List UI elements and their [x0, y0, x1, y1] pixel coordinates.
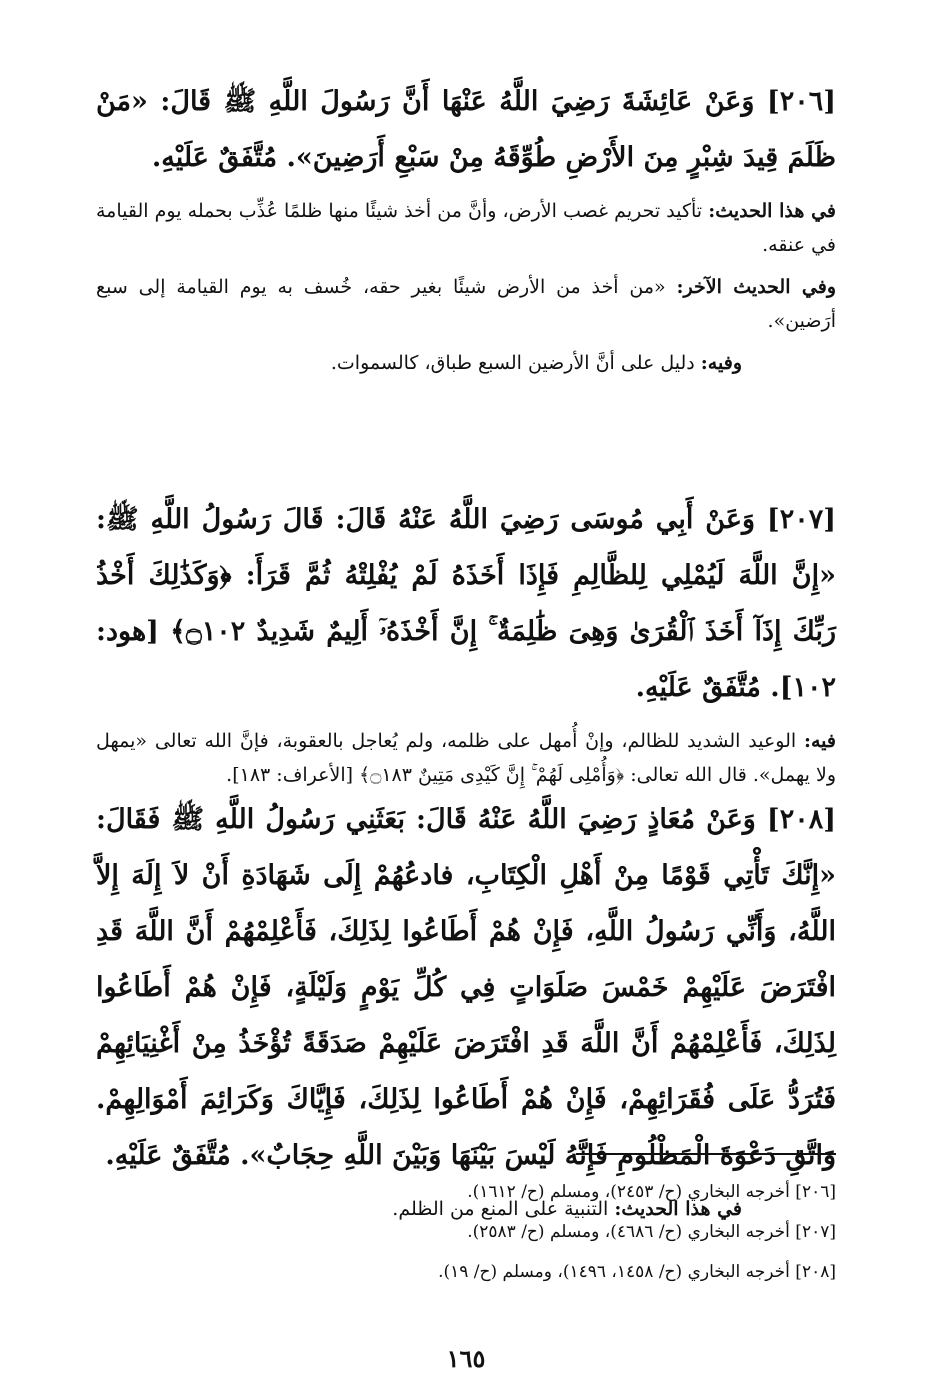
footnote-divider	[576, 1153, 836, 1155]
comment-lead: في هذا الحديث:	[708, 200, 836, 222]
comment-lead: في هذا الحديث:	[614, 1198, 742, 1220]
comment-text: التنبية على المنع من الظلم.	[392, 1198, 615, 1220]
hadith-207-comment-1	[96, 724, 836, 792]
hadith-208-section	[96, 792, 836, 1226]
hadith-206-comment-3	[96, 346, 836, 380]
hadith-207-section	[96, 492, 836, 792]
footnotes	[96, 1172, 836, 1292]
comment-text: دليل على أنَّ الأرضين السبع طباق، كالسموات.	[330, 352, 701, 374]
comment-lead: فيه:	[803, 730, 836, 752]
comment-text: «من أخذ من الأرض شيئًا بغير حقه، خُسف به يوم القيامة إلى سبع أرَضين».	[96, 276, 836, 332]
hadith-206-section	[96, 74, 836, 380]
hadith-206-text: [٢٠٦] وَعَنْ عَائِشَةَ رَضِيَ اللَّهُ عَنْهَا أَنَّ رَسُولَ اللَّهِ ﷺ قَالَ: «مَنْ ظَلَمَ قِيدَ شِبْرٍ مِنَ الأَرْضِ طُوِّقَهُ مِنْ سَبْعِ أَرَضِينَ». مُتَّفَقٌ عَلَيْهِ.	[96, 86, 836, 173]
comment-lead: وفي الحديث الآخر:	[676, 276, 837, 298]
comment-text: تأكيد تحريم غصب الأرض، وأنَّ من أخذ شيئًا منها ظلمًا عُذِّب بحمله يوم القيامة في عنقه.	[96, 200, 836, 256]
footnote-208: [٢٠٨] أخرجه البخاري (ح/ ١٤٥٨، ١٤٩٦)، ومسلم (ح/ ١٩).	[438, 1262, 836, 1282]
footnote-207: [٢٠٧] أخرجه البخاري (ح/ ٤٦٨٦)، ومسلم (ح/ ٢٥٨٣).	[467, 1222, 836, 1242]
hadith-208-text: [٢٠٨] وَعَنْ مُعَاذٍ رَضِيَ اللَّهُ عَنْهُ قَالَ: بَعَثَنِي رَسُولُ اللَّهِ ﷺ فَقَالَ: «إِنَّكَ تَأْتِي قَوْمًا مِنْ أَهْلِ الْكِتَابِ، فادعُهُمْ إِلَى شَهَادَةِ أَنْ لاَ إِلَهَ إِلاَّ اللَّهُ، وَأَنِّي رَسُولُ اللَّهِ، فَإِنْ هُمْ أَطَاعُوا لِذَلِكَ، فَأَعْلِمْهُمْ أَنَّ اللَّهَ قَدِ افْتَرَضَ عَلَيْهِمْ خَمْسَ صَلَوَاتٍ فِي كُلِّ يَوْمٍ وَلَيْلَةٍ، فَإِنْ هُمْ أَطَاعُوا لِذَلِكَ، فَأَعْلِمْهُمْ أَنَّ اللَّهَ قَدِ افْتَرَضَ عَلَيْهِمْ صَدَقَةً تُؤْخَذُ مِنْ أَغْنِيَائِهِمْ فَتُرَدُّ عَلَى فُقَرَائِهِمْ، فَإِنْ هُمْ أَطَاعُوا لِذَلِكَ، فَإِيَّاكَ وَكَرَائِمَ أَمْوَالِهِمْ. وَاتَّقِ دَعْوَةَ الْمَظْلُومِ فَإِنَّهُ لَيْسَ بَيْنَهَا وَبَيْنَ اللَّهِ حِجَابٌ». مُتَّفَقٌ عَلَيْهِ.	[96, 804, 836, 1171]
page-number: ١٦٥	[446, 1344, 486, 1373]
comment-lead: وفيه:	[700, 352, 742, 374]
hadith-206-comment-2	[96, 270, 836, 338]
hadith-207-text: [٢٠٧] وَعَنْ أَبِي مُوسَى رَضِيَ اللَّهُ عَنْهُ قَالَ: قَالَ رَسُولُ اللَّهِ ﷺ: «إِنَّ اللَّهَ لَيُمْلِي لِلظَّالِمِ فَإِذَا أَخَذَهُ لَمْ يُفْلِتْهُ ثُمَّ قَرَأَ: ﴿وَكَذَٰلِكَ أَخْذُ رَبِّكَ إِذَآ أَخَذَ ٱلْقُرَىٰ وَهِىَ ظَٰلِمَةٌ ۚ إِنَّ أَخْذَهُۥٓ أَلِيمٌ شَدِيدٌ ۝١٠٢﴾ [هود: ١٠٢]. مُتَّفَقٌ عَلَيْهِ.	[96, 504, 836, 703]
footnote-206: [٢٠٦] أخرجه البخاري (ح/ ٢٤٥٣)، ومسلم (ح/ ١٦١٢).	[467, 1182, 836, 1202]
comment-text: الوعيد الشديد للظالم، وإنْ أُمهل على ظلمه، ولم يُعاجل بالعقوبة، فإنَّ الله تعالى «يمهل ولا يهمل». قال الله تعالى: ﴿وَأُمْلِى لَهُمْ ۚ إِنَّ كَيْدِى مَتِينٌ ۝١٨٣﴾ [الأعراف: ١٨٣].	[96, 730, 836, 786]
hadith-206-comment-1	[96, 194, 836, 262]
page	[96, 74, 837, 1373]
